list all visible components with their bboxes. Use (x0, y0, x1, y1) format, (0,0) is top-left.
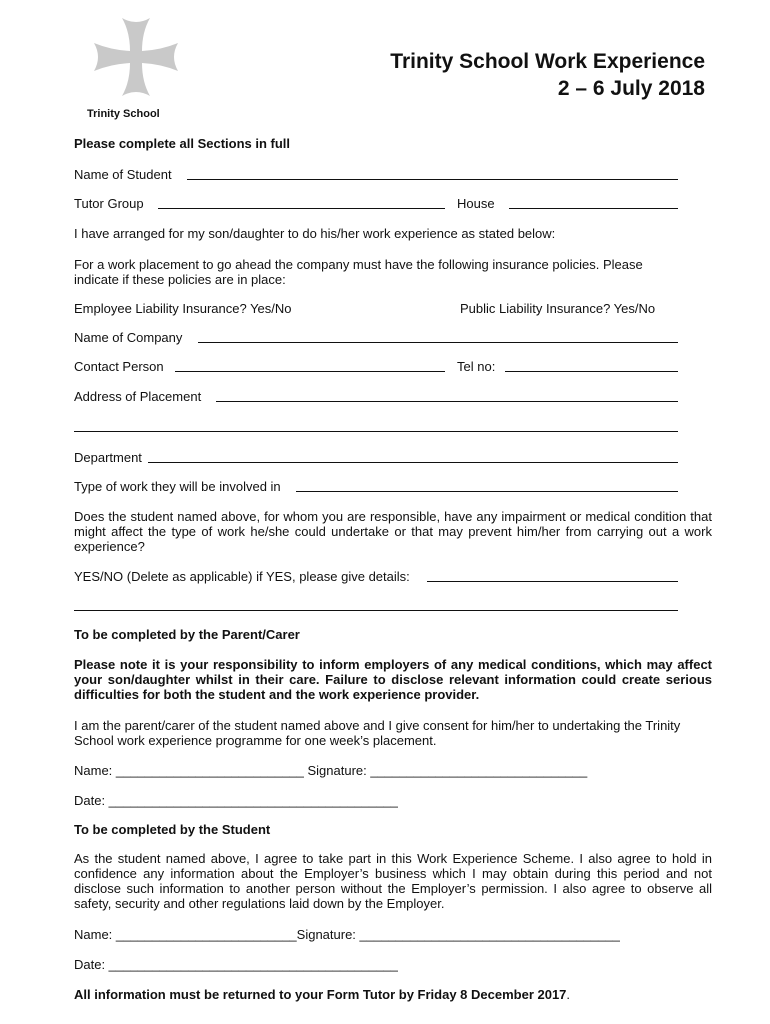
parent-section-heading: To be completed by the Parent/Carer (74, 627, 300, 642)
work-type-field[interactable] (296, 491, 678, 492)
parent-medical-note: Please note it is your responsibility to inform employers of any medical conditions, which may affect your son/daughter whilst in their care. Failure to disclose relevant information could create serious difficulties for both the student and the work experience provider. (74, 657, 712, 702)
student-section-heading: To be completed by the Student (74, 822, 271, 837)
medical-details-field[interactable] (427, 581, 678, 582)
department-field[interactable] (148, 462, 678, 463)
work-type-label: Type of work they will be involved in (74, 479, 281, 494)
parent-date-line[interactable]: Date: ________________________________________ (74, 793, 398, 808)
contact-person-label: Contact Person (74, 359, 164, 374)
cross-icon (92, 16, 180, 103)
employee-liability-question[interactable]: Employee Liability Insurance? Yes/No (74, 301, 292, 316)
insurance-note: For a work placement to go ahead the company must have the following insurance policies. Please indicate if these policies are in place: (74, 257, 643, 287)
title-line-1: Trinity School Work Experience (390, 50, 705, 73)
return-note (74, 987, 570, 1002)
tel-label: Tel no: (457, 359, 496, 374)
house-label: House (457, 196, 495, 211)
company-label: Name of Company (74, 330, 183, 345)
company-field[interactable] (198, 342, 678, 343)
yes-no-label: YES/NO (Delete as applicable) if YES, please give details: (74, 569, 410, 584)
address-field[interactable] (216, 401, 678, 402)
medical-details-field-line-2[interactable] (74, 610, 678, 611)
tutor-group-field[interactable] (158, 208, 445, 209)
medical-question: Does the student named above, for whom you are responsible, have any impairment or medical condition that might affect the type of work he/she could undertake or that may prevent him/her from carrying out a work experience? (74, 509, 712, 554)
tutor-group-label: Tutor Group (74, 196, 144, 211)
student-name-field[interactable] (187, 179, 678, 180)
student-statement: As the student named above, I agree to take part in this Work Experience Scheme. I also agree to hold in confidence any information about the Employer’s business which I may obtain during this period and not disclose such information to another person without the Employer’s permission. I also agree to observe all safety, security and other regulations laid down by the Employer. (74, 851, 712, 911)
parent-name-signature-line[interactable]: Name: __________________________ Signature: ______________________________ (74, 763, 588, 778)
return-note-period: . (566, 987, 571, 1002)
tel-field[interactable] (505, 371, 678, 372)
address-field-line-2[interactable] (74, 431, 678, 432)
parent-consent: I am the parent/carer of the student named above and I give consent for him/her to undertaking the Trinity School work experience programme for one week’s placement. (74, 718, 681, 748)
school-name: Trinity School (87, 108, 160, 120)
contact-person-field[interactable] (175, 371, 445, 372)
instructions: Please complete all Sections in full (74, 136, 291, 151)
arranged-statement: I have arranged for my son/daughter to do his/her work experience as stated below: (74, 226, 556, 241)
student-date-line[interactable]: Date: ________________________________________ (74, 957, 398, 972)
student-name-signature-line[interactable]: Name: _________________________Signature: ____________________________________ (74, 927, 620, 942)
department-label: Department (74, 450, 142, 465)
document-title (390, 48, 705, 102)
return-note-text: All information must be returned to your Form Tutor by Friday 8 December 2017 (74, 987, 567, 1002)
house-field[interactable] (509, 208, 678, 209)
public-liability-question[interactable]: Public Liability Insurance? Yes/No (460, 301, 656, 316)
address-label: Address of Placement (74, 389, 202, 404)
title-line-2: 2 – 6 July 2018 (557, 77, 705, 100)
student-name-label: Name of Student (74, 167, 172, 182)
